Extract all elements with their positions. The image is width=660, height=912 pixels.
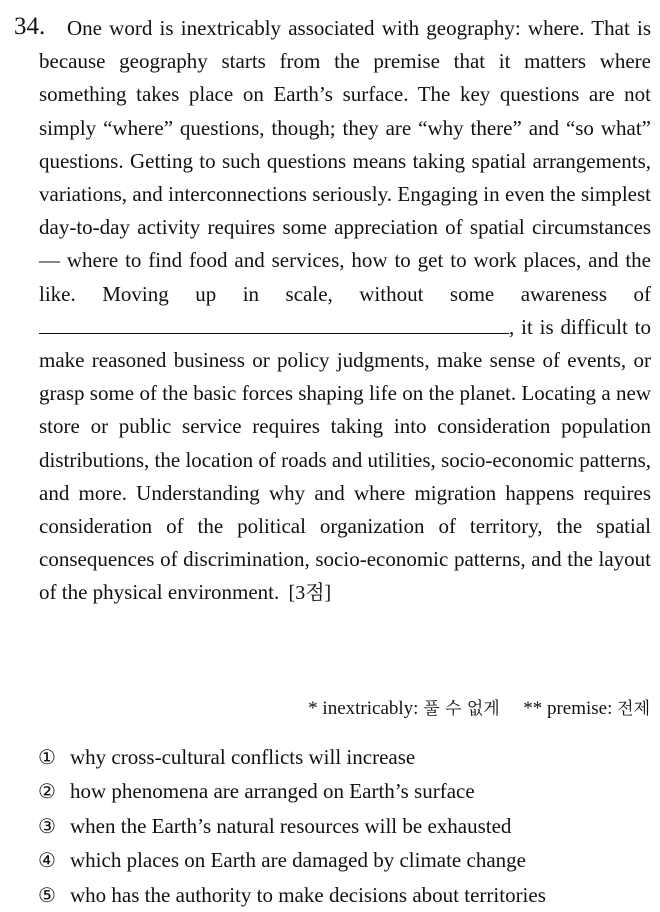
option-text: who has the authority to make decisions about territories [70, 882, 546, 907]
option-number: ① [38, 745, 56, 769]
option-text: when the Earth’s natural resources will be exhausted [70, 813, 512, 838]
footnote-term: premise: [546, 698, 613, 719]
option-number: ② [38, 779, 56, 804]
option-number: ④ [38, 848, 56, 873]
footnote-meaning: 풀 수 없게 [423, 699, 500, 719]
answer-option-1[interactable] [38, 740, 546, 774]
question-block [14, 12, 651, 611]
passage-text-after-blank: , it is difficult to make reasoned business or policy judgments, make sense of events, or grasp some of the basic forces shaping life on the planet. Locating a new store or public service requires taking into consideration population distributions, the location of roads and utilities, socio-economic patterns, and more. Understanding why and where migration happens requires consideration of the political organization of territory, the spatial consequences of discrimination, socio-economic patterns, and the layout of the physical environment. [39, 314, 651, 605]
footnote-term: inextricably: [322, 698, 419, 719]
passage-text-before-blank: One word is inextricably associated with geography: where. That is because geography starts from the premise that it matters where something takes place on Earth’s surface. The key questions are not simply “where” questions, though; they are “why there” and “so what” questions. Getting to such questions means taking spatial arrangements, variations, and interconnections seriously. Engaging in even the simplest day-to-day activity requires some appreciation of spatial circumstances — where to find food and services, how to get to work places, and the like. Moving up in scale, without some awareness of [39, 16, 651, 306]
answer-option-3[interactable] [38, 809, 546, 843]
answer-option-4[interactable] [38, 843, 546, 877]
footnotes [308, 696, 650, 722]
footnote-marker: * [308, 698, 318, 719]
option-text: why cross-cultural conflicts will increase [70, 745, 416, 769]
passage [14, 12, 651, 611]
footnote-meaning: 전제 [617, 699, 650, 719]
answer-options [38, 740, 546, 912]
option-number: ③ [38, 813, 56, 838]
question-number: 34. [14, 13, 46, 40]
footnote-marker: ** [523, 698, 543, 719]
option-text: which places on Earth are damaged by climate change [70, 848, 526, 873]
option-text: how phenomena are arranged on Earth’s surface [70, 779, 475, 804]
answer-option-2[interactable] [38, 774, 546, 808]
answer-blank [39, 313, 509, 334]
option-number: ⑤ [38, 882, 56, 907]
points-label: [3점] [288, 582, 332, 605]
answer-option-5[interactable] [38, 878, 546, 912]
